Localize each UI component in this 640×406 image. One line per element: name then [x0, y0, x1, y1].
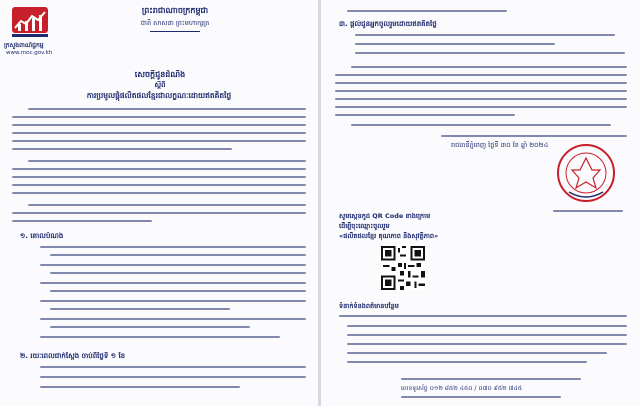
ministry-logo — [10, 6, 50, 40]
kingdom-title: ព្រះរាជាណាចក្រកម្ពុជា — [141, 6, 209, 15]
section-duration: ២. រយៈពេលជាក់ស្តែង ចាប់ពីថ្ងៃទី ១ ខែ — [20, 352, 126, 360]
notice-subject: ការប្រមូលផ្តុំផលិតផលខ្មែរជាលក្ខណៈដោយឥតគិតថ្លៃ — [86, 91, 232, 100]
notice-topic: ស្តីពី — [154, 81, 166, 89]
logo-website: www.moc.gov.kh — [6, 50, 53, 56]
notice-page-right — [321, 0, 640, 406]
notice-title: សេចក្តីជូនដំណឹង — [134, 70, 186, 79]
contact-phone: លេខទូរស័ព្ទ ០១២ ៨៥២ ៤៥០ / ០៧០ ៩៥២ ៧៤៥ — [401, 385, 523, 392]
qr-heading-2: ដើម្បីចុះឈ្មោះចូលរួម — [339, 222, 390, 230]
national-motto: ជាតិ សាសនា ព្រះមហាក្សត្រ — [140, 19, 210, 27]
section-objective: ១. គោលបំណង — [20, 232, 64, 240]
notice-page-left — [0, 0, 318, 406]
qr-heading-1: សូមស្កេនកូដ QR Code ខាងក្រោម — [339, 212, 431, 220]
ministry-seal-icon — [555, 142, 617, 204]
section-free-offer: ៣. ផ្តល់ជូនអ្នកចូលរួមដោយឥតគិតថ្លៃ — [339, 20, 437, 28]
contact-heading: ទំនាក់ទំនងពត៌មានបន្ថែម — [339, 302, 399, 310]
signing-date: រាជធានីភ្នំពេញ ថ្ងៃទី ៣០ ខែ ឆ្នាំ ២០២៤ — [451, 141, 549, 149]
qr-heading-3: «ផលិតផលខ្មែរ គុណភាព និងសុវត្ថិភាព» — [339, 232, 439, 240]
motto-divider — [150, 31, 200, 32]
logo-caption: ក្រសួងពាណិជ្ជកម្ម — [4, 42, 44, 49]
qr-code-icon[interactable] — [381, 246, 425, 290]
